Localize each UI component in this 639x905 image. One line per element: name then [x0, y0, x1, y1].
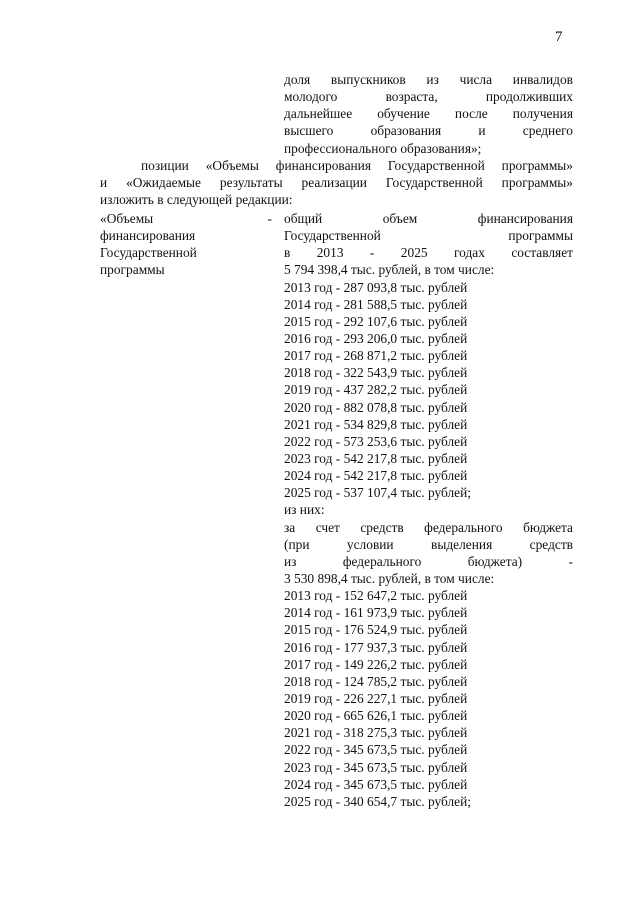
positions-line: позиции «Объемы финансирования Государственной программы» [141, 158, 573, 173]
intro-line: доля выпускников из числа инвалидов [284, 72, 573, 87]
federal-year-row: 2016 год - 177 937,3 тыс. рублей [284, 639, 468, 655]
funding-total-line: общий объем финансирования [284, 211, 573, 226]
funding-year-row: 2019 год - 437 282,2 тыс. рублей [284, 382, 468, 398]
intro-line: профессионального образования»; [284, 140, 482, 156]
federal-year-row: 2013 год - 152 647,2 тыс. рублей [284, 588, 468, 604]
federal-year-row: 2018 год - 124 785,2 тыс. рублей [284, 673, 468, 689]
positions-paragraph [100, 157, 573, 208]
federal-year-row: 2019 год - 226 227,1 тыс. рублей [284, 690, 468, 706]
section-label [100, 210, 272, 279]
section-label-line: финансирования [100, 228, 196, 244]
section-label-quote: «Объемы [100, 211, 154, 226]
federal-year-row: 2017 год - 149 226,2 тыс. рублей [284, 656, 468, 672]
funding-total-line: в 2013 - 2025 годах составляет [284, 245, 573, 261]
funding-column [284, 210, 573, 810]
section-label-line: Государственной [100, 245, 197, 261]
page-number: 7 [555, 29, 563, 45]
section-label-line: программы [100, 262, 165, 278]
federal-year-row: 2025 год - 340 654,7 тыс. рублей; [284, 793, 471, 809]
funding-year-row: 2015 год - 292 107,6 тыс. рублей [284, 313, 468, 329]
funding-year-row: 2020 год - 882 078,8 тыс. рублей [284, 399, 468, 415]
federal-line: из федерального бюджета) - [284, 553, 573, 569]
federal-year-row: 2015 год - 176 524,9 тыс. рублей [284, 622, 468, 638]
funding-total-amount: 5 794 398,4 тыс. рублей, в том числе: [284, 262, 495, 278]
funding-of-them: из них: [284, 502, 325, 518]
federal-line: за счет средств федерального бюджета [284, 519, 573, 535]
intro-line: высшего образования и среднего [284, 123, 573, 139]
intro-paragraph [284, 71, 573, 157]
intro-line: дальнейшее обучение после получения [284, 106, 573, 122]
federal-amount: 3 530 898,4 тыс. рублей, в том числе: [284, 570, 495, 586]
federal-year-row: 2023 год - 345 673,5 тыс. рублей [284, 759, 468, 775]
federal-year-row: 2022 год - 345 673,5 тыс. рублей [284, 742, 468, 758]
federal-year-row: 2014 год - 161 973,9 тыс. рублей [284, 605, 468, 621]
funding-year-row: 2022 год - 573 253,6 тыс. рублей [284, 433, 468, 449]
funding-year-row: 2017 год - 268 871,2 тыс. рублей [284, 348, 468, 364]
funding-year-row: 2023 год - 542 217,8 тыс. рублей [284, 450, 468, 466]
funding-year-row: 2021 год - 534 829,8 тыс. рублей [284, 416, 468, 432]
funding-year-row: 2013 год - 287 093,8 тыс. рублей [284, 279, 468, 295]
federal-year-row: 2021 год - 318 275,3 тыс. рублей [284, 725, 468, 741]
funding-total-line: Государственной программы [284, 228, 573, 244]
section-label-first-row [100, 210, 272, 227]
section-label-dash: - [267, 211, 272, 226]
funding-year-row: 2025 год - 537 107,4 тыс. рублей; [284, 485, 471, 501]
funding-year-row: 2014 год - 281 588,5 тыс. рублей [284, 296, 468, 312]
funding-year-row: 2018 год - 322 543,9 тыс. рублей [284, 365, 468, 381]
federal-line: (при условии выделения средств [284, 536, 573, 552]
positions-line: изложить в следующей редакции: [100, 192, 293, 208]
federal-year-row: 2020 год - 665 626,1 тыс. рублей [284, 708, 468, 724]
intro-line: молодого возраста, продолживших [284, 89, 573, 105]
federal-year-row: 2024 год - 345 673,5 тыс. рублей [284, 776, 468, 792]
funding-year-row: 2016 год - 293 206,0 тыс. рублей [284, 330, 468, 346]
funding-year-row: 2024 год - 542 217,8 тыс. рублей [284, 468, 468, 484]
positions-line: и «Ожидаемые результаты реализации Государственной программы» [100, 175, 573, 191]
